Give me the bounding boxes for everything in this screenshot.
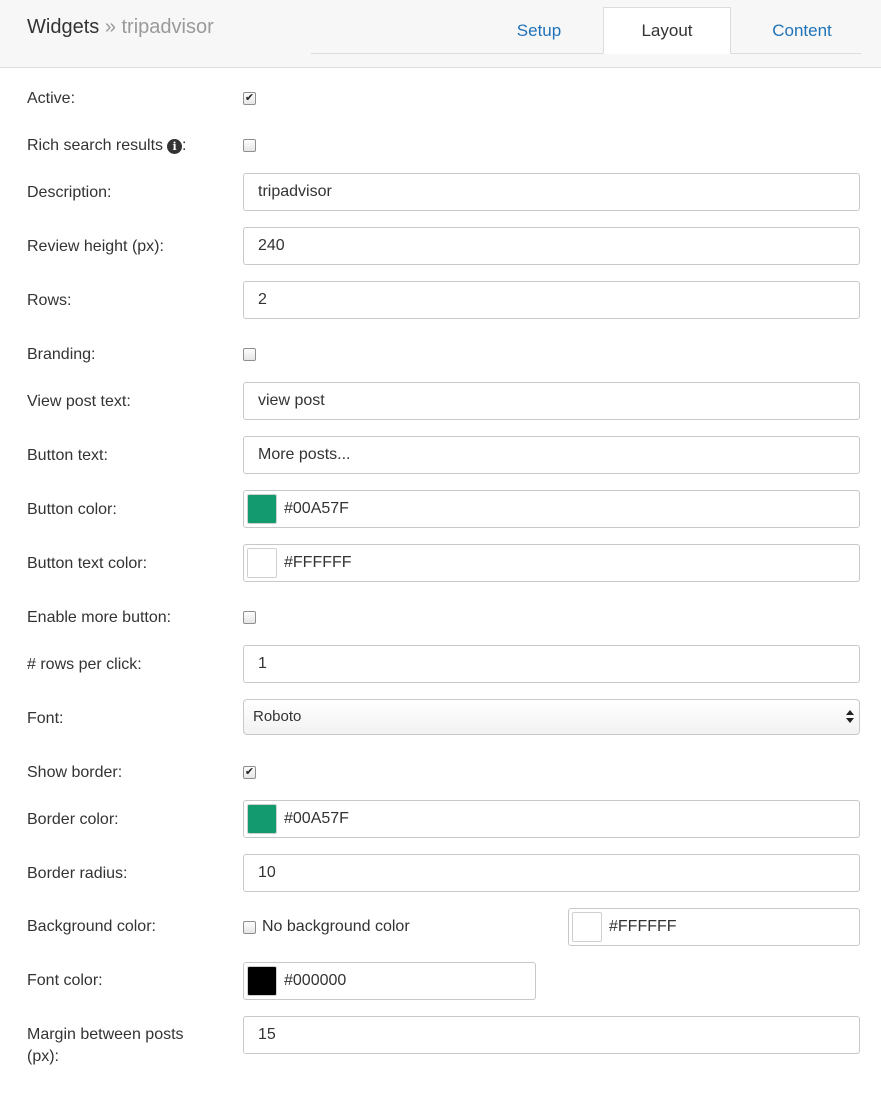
breadcrumb-separator: » bbox=[104, 16, 116, 38]
breadcrumb bbox=[27, 16, 214, 39]
font-color-swatch[interactable] bbox=[247, 966, 277, 996]
border-color-swatch[interactable] bbox=[247, 804, 277, 834]
no-background-label[interactable]: No background color bbox=[262, 918, 410, 935]
button-text-color-label: Button text color: bbox=[27, 555, 148, 572]
font-select[interactable] bbox=[243, 699, 860, 735]
active-label: Active: bbox=[27, 90, 76, 107]
show-border-checkbox[interactable]: ✔ bbox=[244, 766, 255, 778]
background-color-label: Background color: bbox=[27, 918, 156, 935]
breadcrumb-root[interactable]: Widgets bbox=[27, 16, 100, 38]
select-arrows-icon bbox=[846, 709, 854, 725]
margin-posts-input[interactable]: 15 bbox=[243, 1016, 860, 1054]
review-height-input[interactable]: 240 bbox=[243, 227, 860, 265]
font-select-value: Roboto bbox=[253, 708, 302, 725]
rich-search-label bbox=[27, 135, 187, 157]
button-text-color-swatch[interactable] bbox=[247, 548, 277, 578]
border-color-value: #00A57F bbox=[284, 810, 349, 827]
no-background-checkbox[interactable] bbox=[243, 921, 256, 934]
description-input[interactable]: tripadvisor bbox=[243, 173, 860, 211]
enable-more-checkbox[interactable] bbox=[243, 611, 256, 624]
font-label: Font: bbox=[27, 710, 64, 727]
view-post-text-label: View post text: bbox=[27, 393, 131, 410]
button-text-color-value: #FFFFFF bbox=[284, 554, 352, 571]
font-color-input[interactable] bbox=[243, 962, 536, 1000]
breadcrumb-current: tripadvisor bbox=[121, 16, 214, 38]
button-color-value: #00A57F bbox=[284, 500, 349, 517]
review-height-label: Review height (px): bbox=[27, 238, 164, 255]
background-color-swatch[interactable] bbox=[572, 912, 602, 942]
rich-search-label-suffix: : bbox=[182, 137, 187, 154]
rows-input[interactable]: 2 bbox=[243, 281, 860, 319]
button-color-label: Button color: bbox=[27, 501, 117, 518]
button-text-color-input[interactable] bbox=[243, 544, 860, 582]
border-color-label: Border color: bbox=[27, 811, 119, 828]
button-text-input[interactable]: More posts... bbox=[243, 436, 860, 474]
button-color-input[interactable] bbox=[243, 490, 860, 528]
border-radius-input[interactable]: 10 bbox=[243, 854, 860, 892]
rich-search-label-text: Rich search results bbox=[27, 137, 164, 154]
page-header bbox=[0, 0, 881, 68]
button-text-label: Button text: bbox=[27, 447, 108, 464]
rows-per-click-input[interactable]: 1 bbox=[243, 645, 860, 683]
border-radius-label: Border radius: bbox=[27, 865, 128, 882]
enable-more-label: Enable more button: bbox=[27, 609, 172, 626]
margin-posts-label-line2: (px): bbox=[27, 1048, 59, 1065]
background-color-value: #FFFFFF bbox=[609, 918, 677, 935]
active-checkbox[interactable]: ✔ bbox=[244, 92, 255, 104]
description-label: Description: bbox=[27, 184, 112, 201]
rows-per-click-label: # rows per click: bbox=[27, 656, 142, 673]
rows-label: Rows: bbox=[27, 292, 72, 309]
background-color-input[interactable] bbox=[568, 908, 860, 946]
border-color-input[interactable] bbox=[243, 800, 860, 838]
branding-checkbox[interactable] bbox=[243, 348, 256, 361]
font-color-value: #000000 bbox=[284, 972, 347, 989]
tab-setup[interactable]: Setup bbox=[516, 21, 562, 40]
view-post-text-input[interactable]: view post bbox=[243, 382, 860, 420]
font-color-label: Font color: bbox=[27, 972, 103, 989]
tab-content[interactable]: Content bbox=[772, 21, 832, 40]
button-color-swatch[interactable] bbox=[247, 494, 277, 524]
show-border-label: Show border: bbox=[27, 764, 123, 781]
tab-layout[interactable]: Layout bbox=[603, 7, 731, 54]
branding-label: Branding: bbox=[27, 346, 96, 363]
rich-search-checkbox[interactable] bbox=[243, 139, 256, 152]
info-circle-icon[interactable]: i bbox=[167, 139, 182, 154]
margin-posts-label-line1: Margin between posts bbox=[27, 1026, 184, 1043]
margin-posts-label bbox=[27, 1024, 184, 1068]
